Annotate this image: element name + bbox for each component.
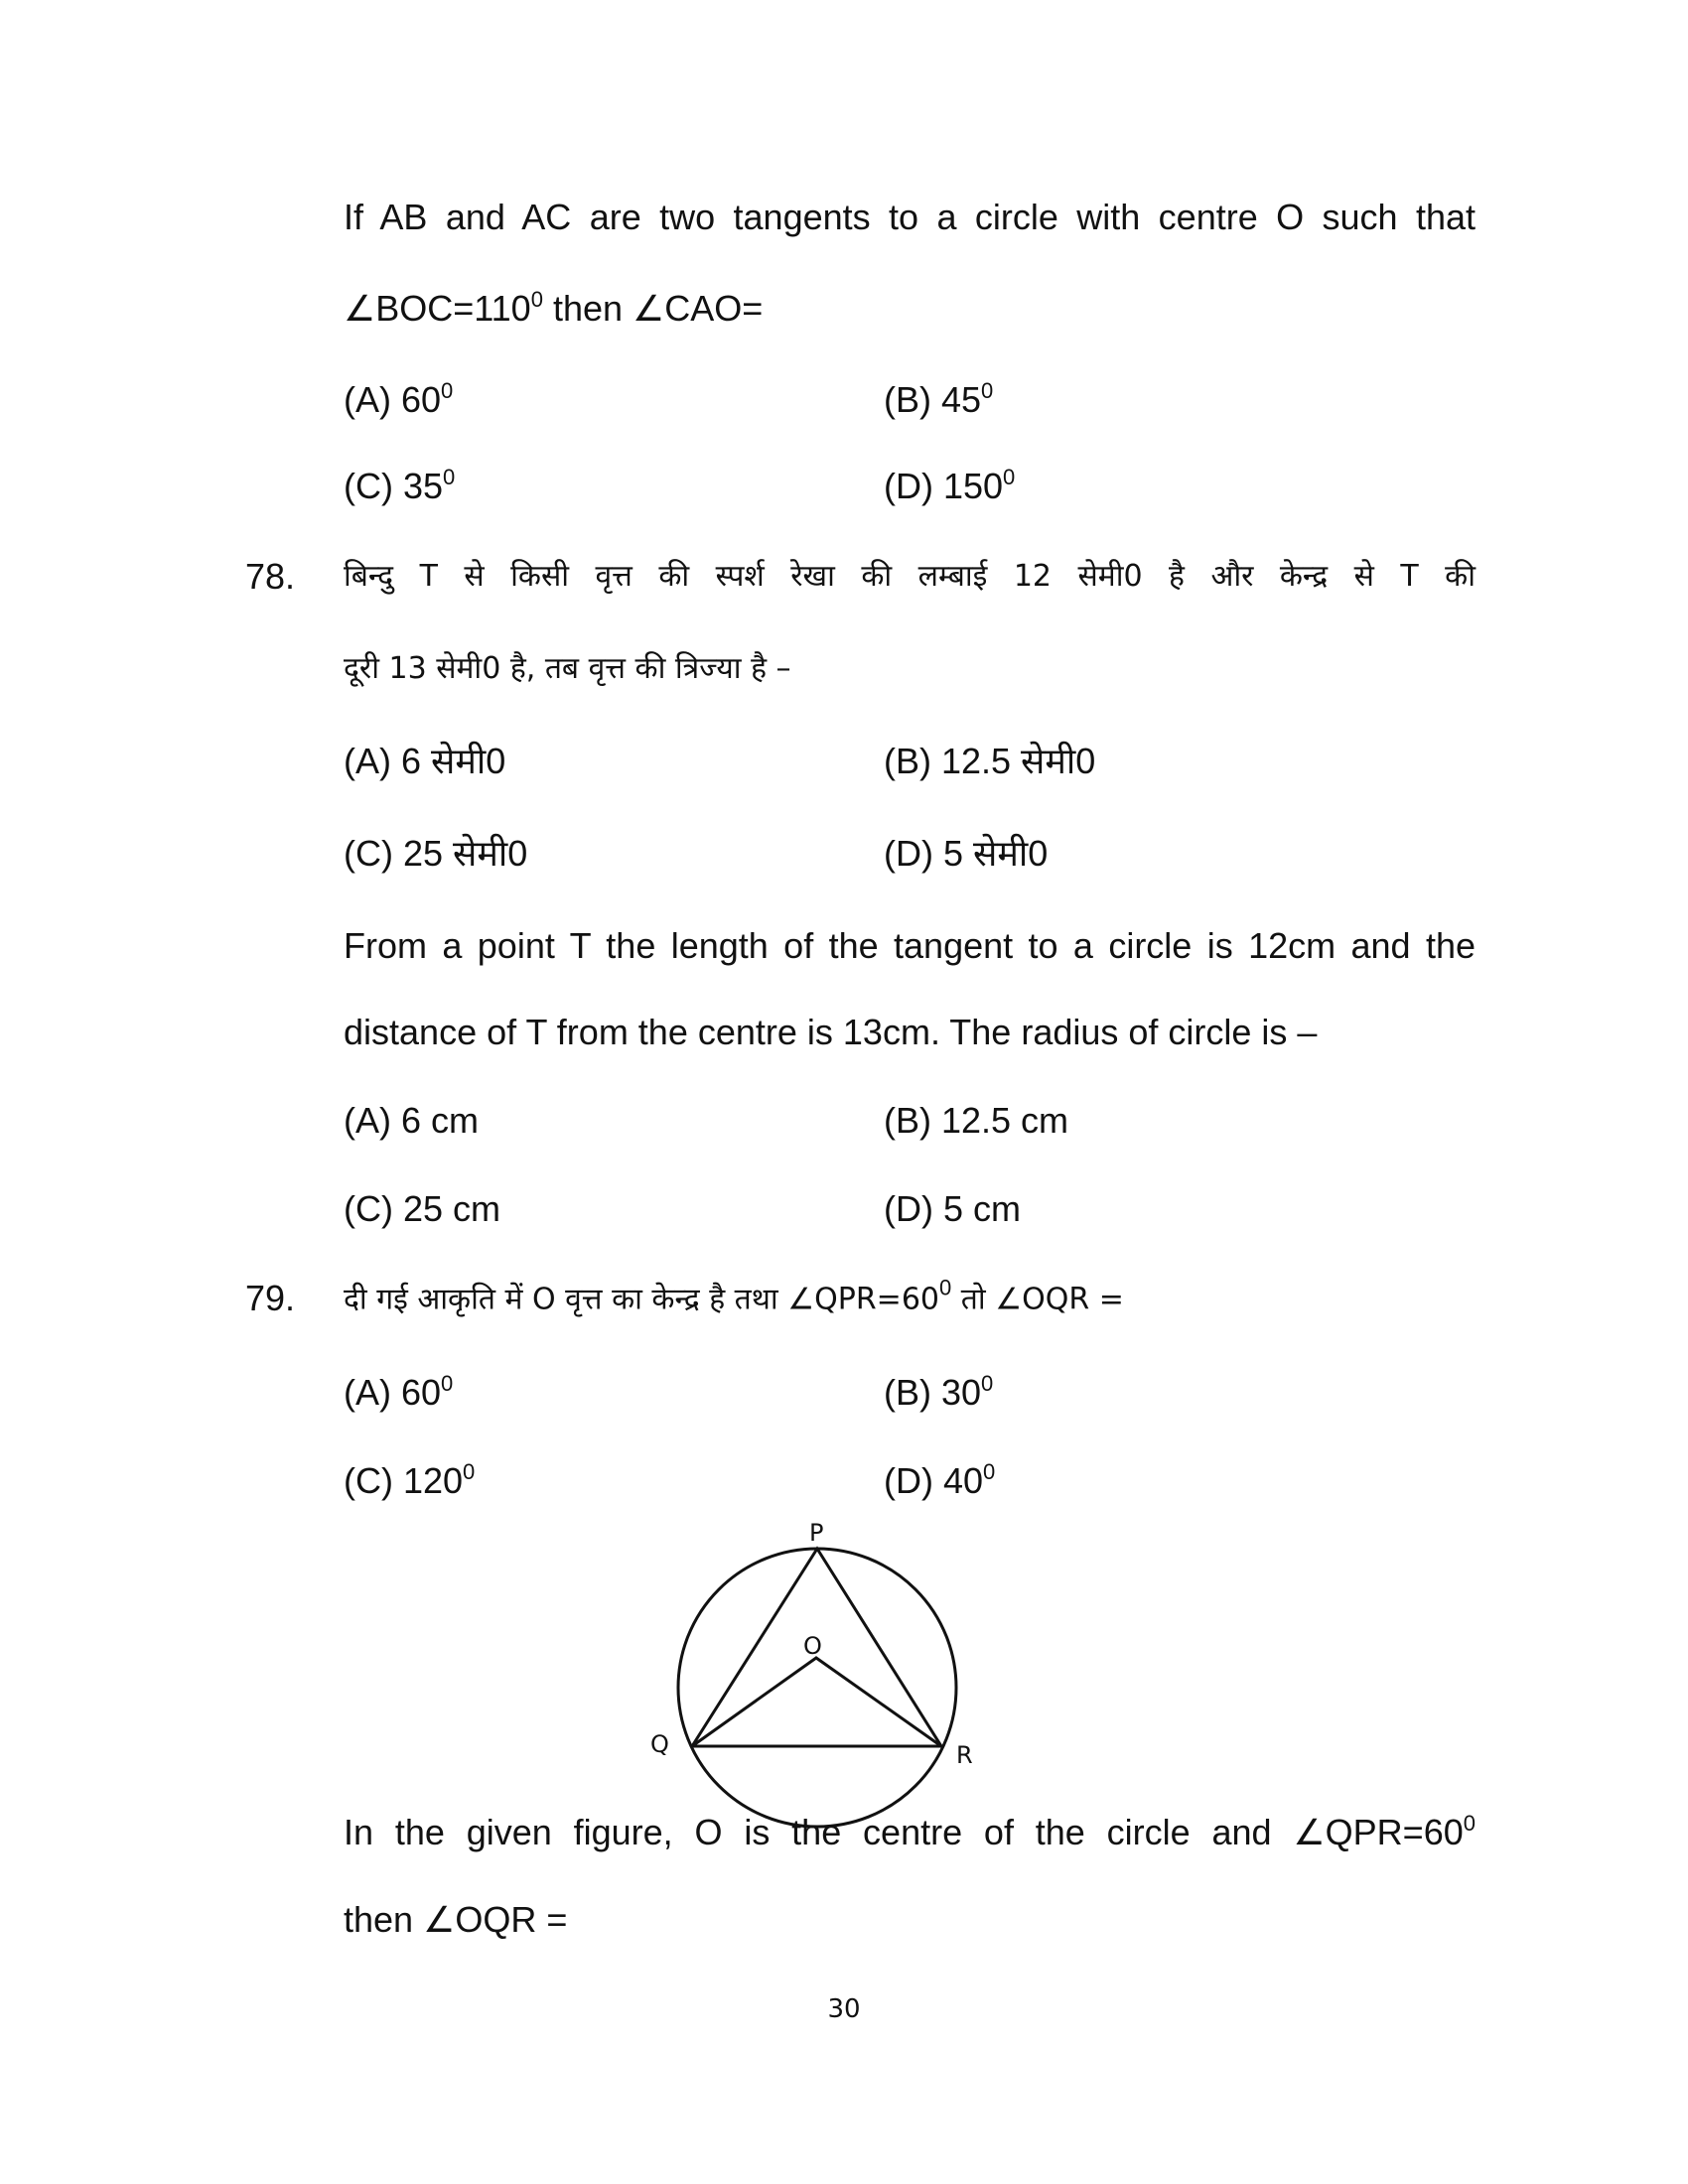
q78-hindi-line1: बिन्दु T से किसी वृत्त की स्पर्श रेखा की लम्बाई 12 सेमी0 है और केन्द्र से T की: [344, 559, 1476, 594]
degree-sup: 0: [1463, 1811, 1476, 1836]
label-o: O: [803, 1632, 822, 1660]
q78-english-option-c: (C) 25 cm: [344, 1188, 501, 1229]
q79-hindi-pre: दी गई आकृति में O वृत्त का केन्द्र है तथा ∠QPR=60: [344, 1282, 939, 1317]
q79-english-pre: In the given figure, O is the centre of the circle and ∠QPR=60: [344, 1812, 1464, 1852]
option-label: (D) 40: [884, 1460, 984, 1501]
q78-english-option-a: (A) 6 cm: [344, 1100, 480, 1141]
option-label: (C) 35: [344, 466, 444, 506]
page-number: 30: [827, 1994, 861, 2024]
q78-number: 78.: [245, 556, 296, 597]
q78-english-line1: From a point T the length of the tangent to a circle is 12cm and the: [344, 925, 1476, 966]
q79-english-line2: then ∠OQR =: [344, 1899, 568, 1940]
degree-sup: 0: [441, 378, 454, 403]
label-r: R: [956, 1741, 973, 1769]
degree-sup: 0: [530, 287, 543, 312]
label-q: Q: [650, 1730, 669, 1758]
label-p: P: [809, 1519, 824, 1547]
q78-hindi-option-b: (B) 12.5 सेमी0: [884, 741, 1096, 781]
circle-shape: [678, 1549, 956, 1827]
degree-sup: 0: [981, 378, 994, 403]
q78-english-option-d: (D) 5 cm: [884, 1188, 1021, 1229]
degree-sup: 0: [983, 1459, 996, 1484]
option-label: (C) 120: [344, 1460, 464, 1501]
degree-sup: 0: [463, 1459, 476, 1484]
q77-line2-pre: ∠BOC=110: [344, 288, 531, 329]
degree-sup: 0: [981, 1371, 994, 1396]
option-label: (D) 150: [884, 466, 1004, 506]
q77-line2-post: then ∠CAO=: [542, 288, 764, 329]
q79-hindi-post: तो ∠OQR =: [951, 1282, 1124, 1317]
option-label: (A) 60: [344, 379, 442, 420]
q78-hindi-option-a: (A) 6 सेमी0: [344, 741, 506, 781]
q79-number: 79.: [245, 1278, 296, 1318]
option-label: (B) 30: [884, 1372, 982, 1413]
angle-qor-lines: [692, 1658, 941, 1746]
degree-sup: 0: [1003, 465, 1016, 489]
option-label: (B) 45: [884, 379, 982, 420]
degree-sup: 0: [939, 1275, 952, 1300]
q78-hindi-option-c: (C) 25 सेमी0: [344, 833, 528, 874]
q78-hindi-option-d: (D) 5 सेमी0: [884, 833, 1049, 874]
degree-sup: 0: [441, 1371, 454, 1396]
q78-english-line2: distance of T from the centre is 13cm. The radius of circle is –: [344, 1012, 1318, 1052]
q79-english-line1: [344, 1811, 1476, 1854]
option-label: (A) 60: [344, 1372, 442, 1413]
q78-hindi-line2: दूरी 13 सेमी0 है, तब वृत्त की त्रिज्या है –: [344, 651, 791, 686]
degree-sup: 0: [443, 465, 456, 489]
q78-english-option-b: (B) 12.5 cm: [884, 1100, 1069, 1141]
q77-line1-text: If AB and AC are two tangents to a circle with centre O such that: [344, 197, 1476, 237]
